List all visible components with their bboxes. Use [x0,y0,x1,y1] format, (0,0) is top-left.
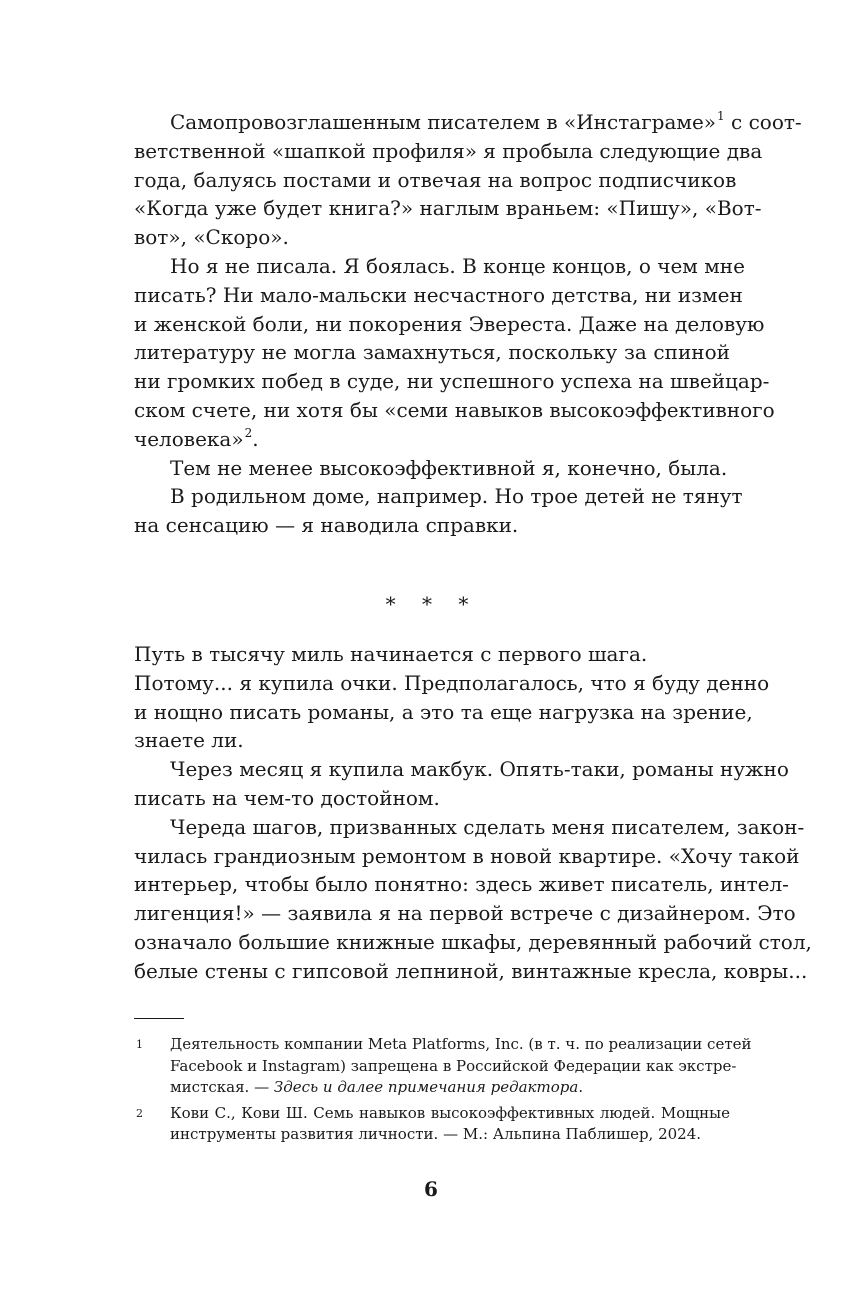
line-text: означало большие книжные шкафы, деревянный рабочий стол, [134,929,812,954]
paragraph [134,252,775,454]
footnote-text: Facebook и Instagram) запрещена в Российской Федерации как экстре- [170,1056,737,1075]
line-text: на сенсацию — я наводила справки. [134,513,519,538]
text-line [134,928,812,957]
paragraph [134,454,730,483]
footnote-text: Деятельность компании Meta Platforms, Inc. (в т. ч. по реализации сетей [170,1035,752,1053]
text-line [134,166,737,195]
line-text: года, балуясь постами и отвечая на вопрос подписчиков [134,167,737,192]
text-line [134,784,730,813]
text-line [134,367,770,396]
line-text: Но я не писала. Я боялась. В конце концов, о чем мне [170,253,745,278]
footnote [134,1103,730,1146]
text-line [134,813,805,842]
line-text: ни громких побед в суде, ни успешного успеха на швейцар- [134,369,770,394]
footnote-rule [134,1018,184,1019]
text-line [134,755,789,784]
line-text: чилась грандиозным ремонтом в новой квартире. «Хочу такой [134,843,800,868]
line-text: писать на чем-то достойном. [134,785,440,810]
paragraph [134,108,802,252]
text-line [134,137,763,166]
footnote-text: мистская. — [170,1078,274,1096]
text-line [134,194,762,223]
paragraph [134,669,770,755]
footnote-line [170,1056,737,1078]
line-text-tail: . [252,426,259,451]
footnote-text-tail: . [578,1078,584,1096]
section-separator: * * * [385,591,479,616]
text-line [134,957,808,986]
line-text: белые стены с гипсовой лепниной, винтажные кресла, ковры... [134,958,808,983]
footnote-number: 1 [136,1038,143,1051]
line-text: ветственной «шапкой профиля» я пробыла следующие два [134,138,763,163]
line-text: человека» [134,426,244,451]
line-text-tail: с соот- [724,110,802,134]
text-line [134,310,765,339]
line-text: Тем не менее высокоэффективной я, конечно, была. [170,455,728,480]
line-text: литературу не могла замахнуться, поскольку за спиной [134,340,730,365]
footnotes [134,1034,752,1150]
footnote-text: Кови С., Кови Ш. Семь навыков высокоэффективных людей. Мощные [170,1103,730,1122]
line-text: и нощно писать романы, а это та еще нагрузка на зрение, [134,699,753,724]
line-text: «Когда уже будет книга?» наглым враньем: «Пишу», «Вот- [134,196,762,221]
text-line [134,669,770,698]
line-text: вот», «Скоро». [134,225,289,250]
page-number: 6 [424,1177,438,1201]
text-line [134,899,796,928]
footnote-line [170,1077,730,1099]
text-line [134,482,743,511]
text-line [134,870,789,899]
footnote-number: 2 [136,1106,143,1120]
footnote-line [170,1034,752,1056]
text-line [134,396,775,425]
text-line [134,454,730,483]
footnote-line [170,1124,730,1146]
text-line [134,108,802,137]
line-text: Путь в тысячу миль начинается с первого шага. [134,641,648,666]
text-line [134,640,730,669]
paragraph [134,813,812,986]
paragraph [134,482,743,540]
footnote-marker: 2 [244,425,253,440]
footnote-marker: 1 [717,109,725,123]
text-line [134,223,730,252]
line-text: Потому... я купила очки. Предполагалось, что я буду денно [134,670,770,695]
footnote-italic-text: Здесь и далее примечания редактора [273,1078,579,1096]
text-line [134,842,800,871]
text-line [134,281,743,310]
line-text: ском счете, ни хотя бы «семи навыков высокоэффективного [134,397,775,422]
paragraph [134,755,789,813]
page-body [134,108,812,986]
line-text: Череда шагов, призванных сделать меня писателем, закон- [170,814,805,839]
line-text: и женской боли, ни покорения Эвереста. Даже на деловую [134,311,765,336]
line-text: писать? Ни мало-мальски несчастного детства, ни измен [134,282,743,307]
line-text: лигенция!» — заявила я на первой встрече с дизайнером. Это [134,901,796,926]
text-line [134,511,730,540]
line-text: Через месяц я купила макбук. Опять-таки, романы нужно [170,757,789,782]
footnote-text: инструменты развития личности. — М.: Альпина Паблишер, 2024. [170,1125,702,1143]
text-line [134,726,730,755]
footnote [134,1034,752,1099]
text-line [134,698,753,727]
text-block-after-separator [134,640,812,986]
text-line [134,425,730,454]
line-text: Самопровозглашенным писателем в «Инстаграме» [170,110,717,134]
line-text: интерьер, чтобы было понятно: здесь живет писатель, интел- [134,872,789,897]
line-text: В родильном доме, например. Но трое детей не тянут [170,484,743,509]
text-line [134,338,730,367]
paragraph [134,640,730,669]
line-text: знаете ли. [134,728,244,753]
text-block-before-separator [134,108,802,540]
footnote-line [170,1103,730,1125]
text-line [134,252,745,281]
